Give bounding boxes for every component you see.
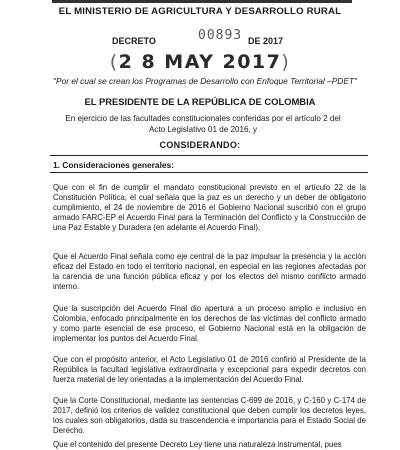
exercise-clause: En ejercicio de las facultades constitucionales conferidas por el artículo 2 del Acto Legislativo 01 de 2016, y (65, 114, 341, 134)
ministry-heading: EL MINISTERIO DE AGRICULTURA Y DESARROLLO RURAL (58, 6, 342, 17)
considerando-heading: CONSIDERANDO: (159, 140, 241, 150)
decree-subject: "Por el cual se crean los Programas de Desarrollo con Enfoque Territorial –PDET" (52, 76, 358, 86)
top-rule (52, 0, 352, 3)
date-stamp-text: 2 8 MAY 2017 (118, 51, 282, 73)
paragraph: Que el contenido del presente Decreto Ley tiene una naturaleza instrumental, pues (53, 440, 342, 449)
section-title: 1. Consideraciones generales: (53, 160, 175, 170)
decree-number-line (0, 28, 400, 47)
decree-number: 00893 (198, 28, 243, 43)
section-rule-bottom (50, 172, 368, 173)
paragraph: Que con el fin de cumplir el mandato constitucional previsto en el artículo 22 de la Constitución Política, el cual señala que la paz es un derecho y un deber de obligatorio cumplimiento, el 24 de noviembre de 2016 el Gobierno Nacional suscribió con el grupo armado FARC-EP el Acuerdo Final para la Terminación del Conflicto y la Construcción de una Paz Estable y Duradera (en adelante el Acuerdo Final). (53, 183, 366, 232)
paragraph: Que la Corte Constitucional, mediante las sentencias C-699 de 2016, y C-160 y C-174 de 2017, definió los criterios de validez constitucional que deben cumplir los decretos leyes, los cuales son obligatorios, dada su trascendencia e importancia para el Estado Social de Derecho. (53, 396, 366, 435)
paragraph: Que con el propósito anterior, el Acto Legislativo 01 de 2016 confirió al Presidente de la República la facultad legislativa extraordinaria y excepcional para expedir decretos con fuerza material de ley orientadas a la implementación del Acuerdo Final. (53, 355, 366, 384)
section-rule-top (50, 155, 368, 156)
date-stamp: (2 8 MAY 2017) (109, 51, 291, 73)
decree-year-label: DE 2017 (248, 36, 284, 46)
paragraph: Que el Acuerdo Final señala como eje central de la paz impulsar la presencia y la acción eficaz del Estado en todo el territorio nacional, en especial en las regiones afectadas por la carencia de una función pública eficaz y por los efectos del mismo conflicto armado interno. (53, 252, 366, 291)
decree-label: DECRETO (112, 36, 156, 46)
president-heading: EL PRESIDENTE DE LA REPÚBLICA DE COLOMBIA (84, 96, 316, 107)
paragraph: Que la suscripción del Acuerdo Final dio apertura a un proceso amplio e inclusivo en Colombia, enfocado principalmente en los derechos de las víctimas del conflicto armado y como parte esencial de ese proceso, el Gobierno Nacional está en la obligación de implementar los puntos del Acuerdo Final. (53, 304, 366, 343)
